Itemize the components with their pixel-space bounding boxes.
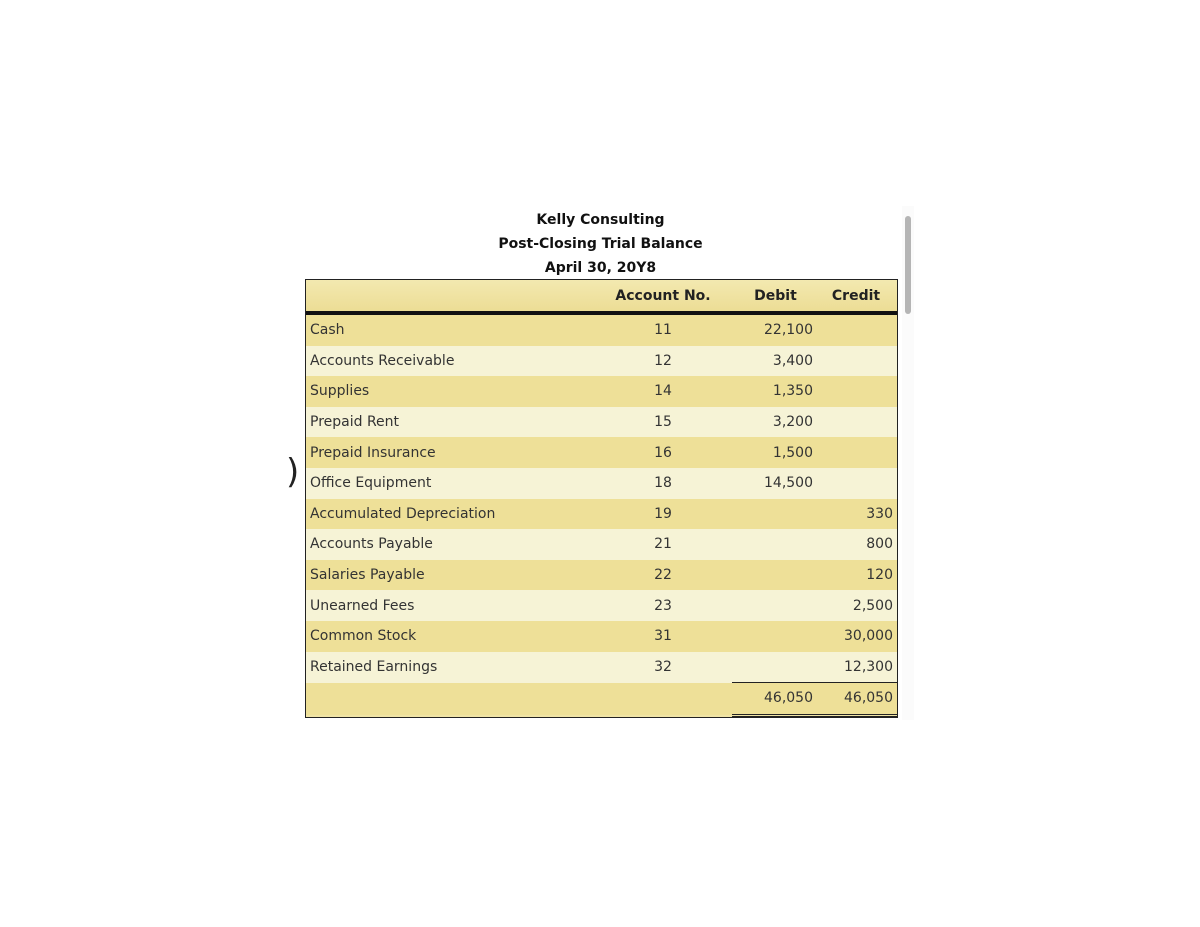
debit-amount: 3,200 [732, 407, 815, 438]
account-name: Unearned Fees [306, 590, 582, 621]
statement-date: April 30, 20Y8 [544, 260, 657, 276]
debit-amount [732, 560, 815, 591]
table-row [306, 437, 897, 468]
credit-amount [815, 437, 897, 468]
table-row [306, 529, 897, 560]
account-name: Retained Earnings [306, 652, 582, 683]
debit-amount: 1,350 [732, 376, 815, 407]
scrollbar-thumb[interactable] [905, 216, 911, 314]
account-number: 16 [582, 437, 732, 468]
account-number: 23 [582, 590, 732, 621]
account-number: 32 [582, 652, 732, 683]
account-name: Salaries Payable [306, 560, 582, 591]
table-row [306, 560, 897, 591]
account-number: 14 [582, 376, 732, 407]
account-number: 19 [582, 499, 732, 530]
totals-row [306, 683, 897, 716]
credit-amount: 12,300 [815, 652, 897, 683]
header-account-no: Account No. [582, 280, 732, 313]
account-number: 22 [582, 560, 732, 591]
account-number: 15 [582, 407, 732, 438]
account-name: Accounts Payable [306, 529, 582, 560]
table-row [306, 346, 897, 377]
header-credit: Credit [815, 280, 897, 313]
company-name: Kelly Consulting [536, 212, 665, 228]
credit-amount: 330 [815, 499, 897, 530]
account-number: 18 [582, 468, 732, 499]
total-credit: 46,050 [815, 683, 897, 716]
debit-amount [732, 590, 815, 621]
debit-amount [732, 499, 815, 530]
credit-amount [815, 407, 897, 438]
credit-amount: 800 [815, 529, 897, 560]
credit-amount [815, 313, 897, 346]
header-debit: Debit [732, 280, 815, 313]
statement-title: Post-Closing Trial Balance [498, 236, 703, 252]
debit-amount: 1,500 [732, 437, 815, 468]
account-name: Accumulated Depreciation [306, 499, 582, 530]
table-row [306, 313, 897, 346]
totals-label [306, 683, 582, 716]
account-name: Common Stock [306, 621, 582, 652]
account-name: Cash [306, 313, 582, 346]
debit-amount: 14,500 [732, 468, 815, 499]
account-number: 12 [582, 346, 732, 377]
left-paren-fragment: ) [286, 452, 300, 492]
debit-amount [732, 529, 815, 560]
totals-account-number [582, 683, 732, 716]
credit-amount [815, 376, 897, 407]
account-name: Prepaid Rent [306, 407, 582, 438]
trial-balance-table [305, 279, 898, 718]
credit-amount: 120 [815, 560, 897, 591]
account-name: Supplies [306, 376, 582, 407]
table-row [306, 407, 897, 438]
table-header-row [306, 280, 897, 313]
account-number: 21 [582, 529, 732, 560]
credit-amount [815, 346, 897, 377]
table-row [306, 652, 897, 683]
account-number: 11 [582, 313, 732, 346]
table-row [306, 621, 897, 652]
table-row [306, 590, 897, 621]
report-heading [306, 208, 897, 280]
account-name: Office Equipment [306, 468, 582, 499]
credit-amount: 2,500 [815, 590, 897, 621]
table-row [306, 468, 897, 499]
debit-amount [732, 621, 815, 652]
credit-amount: 30,000 [815, 621, 897, 652]
credit-amount [815, 468, 897, 499]
total-debit: 46,050 [732, 683, 815, 716]
account-name: Accounts Receivable [306, 346, 582, 377]
table-row [306, 376, 897, 407]
debit-amount [732, 652, 815, 683]
header-account [306, 280, 582, 313]
account-number: 31 [582, 621, 732, 652]
debit-amount: 3,400 [732, 346, 815, 377]
account-name: Prepaid Insurance [306, 437, 582, 468]
table-row [306, 499, 897, 530]
debit-amount: 22,100 [732, 313, 815, 346]
